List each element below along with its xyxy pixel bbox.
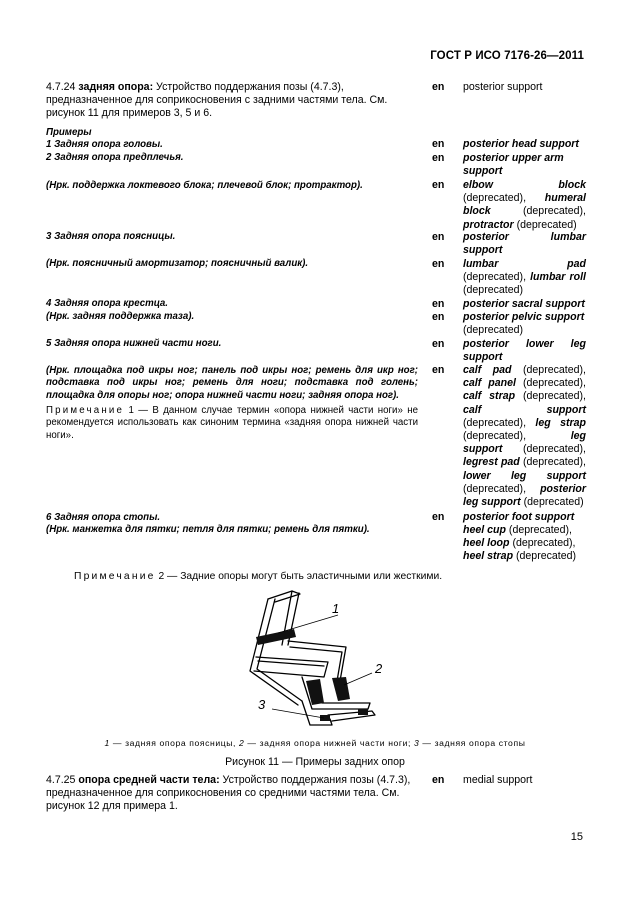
- figure-caption: Рисунок 11 — Примеры задних опор: [225, 756, 405, 768]
- en-example-5: posterior lower leg support: [463, 338, 586, 364]
- calf-support-left: [306, 679, 324, 705]
- example-4-deprecated: (Нрк. задняя поддержка таза).: [46, 311, 195, 322]
- lang-code: en: [432, 311, 445, 323]
- note-text: 2 — Задние опоры могут быть эластичными или жесткими.: [155, 571, 443, 582]
- note-1: [46, 405, 418, 442]
- en-example-4-deprecated: posterior pelvic support (deprecated): [463, 311, 585, 337]
- term-4-7-24: [46, 81, 418, 121]
- term-name: опора средней части тела:: [78, 774, 220, 786]
- callout-1: 1: [332, 601, 340, 616]
- lang-code: en: [432, 511, 445, 523]
- leader-line-2: [344, 673, 372, 685]
- callout-2: 2: [375, 661, 383, 676]
- lang-code: en: [432, 338, 445, 350]
- lumbar-support: [256, 629, 296, 645]
- example-6-deprecated: (Нрк. манжетка для пятки; петля для пятки; ремень для пятки).: [46, 524, 370, 535]
- example-5: 5 Задняя опора нижней части ноги.: [46, 338, 222, 349]
- example-6: 6 Задняя опора стопы.: [46, 512, 161, 523]
- term-name: задняя опора:: [78, 81, 154, 93]
- en-example-2-deprecated: elbow block (deprecated), humeral block (deprecated), protractor (deprecated): [463, 179, 586, 231]
- example-3-deprecated: (Нрк. поясничный амортизатор; поясничный валик).: [46, 258, 309, 269]
- note-label: Примечание: [46, 405, 125, 416]
- figure-legend: 1 — задняя опора поясницы, 2 — задняя опора нижней части ноги; 3 — задняя опора стопы: [104, 738, 526, 748]
- example-2-deprecated: (Нрк. поддержка локтевого блока; плечевой блок; протрактор).: [46, 180, 363, 191]
- en-example-2: posterior upper arm support: [463, 152, 564, 178]
- lang-code: en: [432, 231, 445, 243]
- wheelchair-figure: [220, 585, 420, 730]
- calf-support-right: [332, 677, 350, 701]
- en-example-3: posterior lumbar support: [463, 231, 586, 257]
- lang-code: en: [432, 179, 445, 191]
- term-number: 4.7.25: [46, 774, 76, 786]
- callout-3: 3: [258, 697, 266, 712]
- note-label: Примечание: [74, 571, 156, 582]
- example-3: 3 Задняя опора поясницы.: [46, 231, 176, 242]
- lang-code: en: [432, 138, 445, 150]
- example-1: 1 Задняя опора головы.: [46, 139, 163, 150]
- example-5-deprecated: (Нрк. площадка под икры ног; панель под икры ног; ремень для икр ног; подставка под икры ног; ремень для ноги; подставка под голень; площадка для опоры ног; опора нижней части ноги; задняя опора ног).: [46, 365, 418, 401]
- en-term: medial support: [463, 774, 533, 786]
- lang-code: en: [432, 298, 445, 310]
- en-example-4: posterior sacral support: [463, 298, 585, 310]
- note-2: [74, 571, 442, 582]
- backrest-post-left: [250, 599, 298, 705]
- heel-support-left: [320, 715, 330, 721]
- lang-code: en: [432, 81, 445, 93]
- en-example-1: posterior head support: [463, 138, 579, 150]
- example-2: 2 Задняя опора предплечья.: [46, 152, 184, 163]
- en-example-5-deprecated: calf pad (deprecated), calf panel (deprecated), calf strap (deprecated), calf support (deprecated), leg strap (deprecated), leg support (deprecated), legrest pad (deprecated), lower leg support (deprecated), posterior leg support (deprecated): [463, 364, 587, 509]
- en-example-6: posterior foot support: [463, 511, 575, 523]
- note-text: 1 — В данном случае термин «опора нижней части ноги» не рекомендуется использовать как синоним термина «задняя опора нижней части ноги».: [46, 405, 418, 441]
- en-term: posterior support: [463, 81, 543, 93]
- document-id-header: ГОСТ Р ИСО 7176-26—2011: [430, 50, 584, 62]
- lang-code: en: [432, 258, 445, 270]
- lang-code: en: [432, 364, 445, 376]
- lang-code: en: [432, 152, 445, 164]
- term-definition: Устройство поддержания позы (4.7.3), предназначенное для соприкосновения со средними частями тела. См. рисунок 12 для примера 1.: [46, 774, 411, 813]
- lang-code: en: [432, 774, 445, 786]
- leader-line-3: [272, 709, 324, 718]
- en-example-3-deprecated: lumbar pad (deprecated), lumbar roll (deprecated): [463, 258, 587, 297]
- page-number: 15: [570, 831, 583, 843]
- heel-support-right: [358, 709, 368, 715]
- term-number: 4.7.24: [46, 81, 76, 93]
- en-example-6-deprecated: heel cup (deprecated), heel loop (deprecated), heel strap (deprecated): [463, 524, 577, 563]
- term-4-7-25: [46, 774, 418, 814]
- examples-heading: Примеры: [46, 127, 92, 138]
- example-4: 4 Задняя опора крестца.: [46, 298, 168, 309]
- term-definition: Устройство поддержания позы (4.7.3), предназначенное для соприкосновения с задними частями тела. См. рисунок 11 для примеров 3, 5 и 6.: [46, 81, 388, 120]
